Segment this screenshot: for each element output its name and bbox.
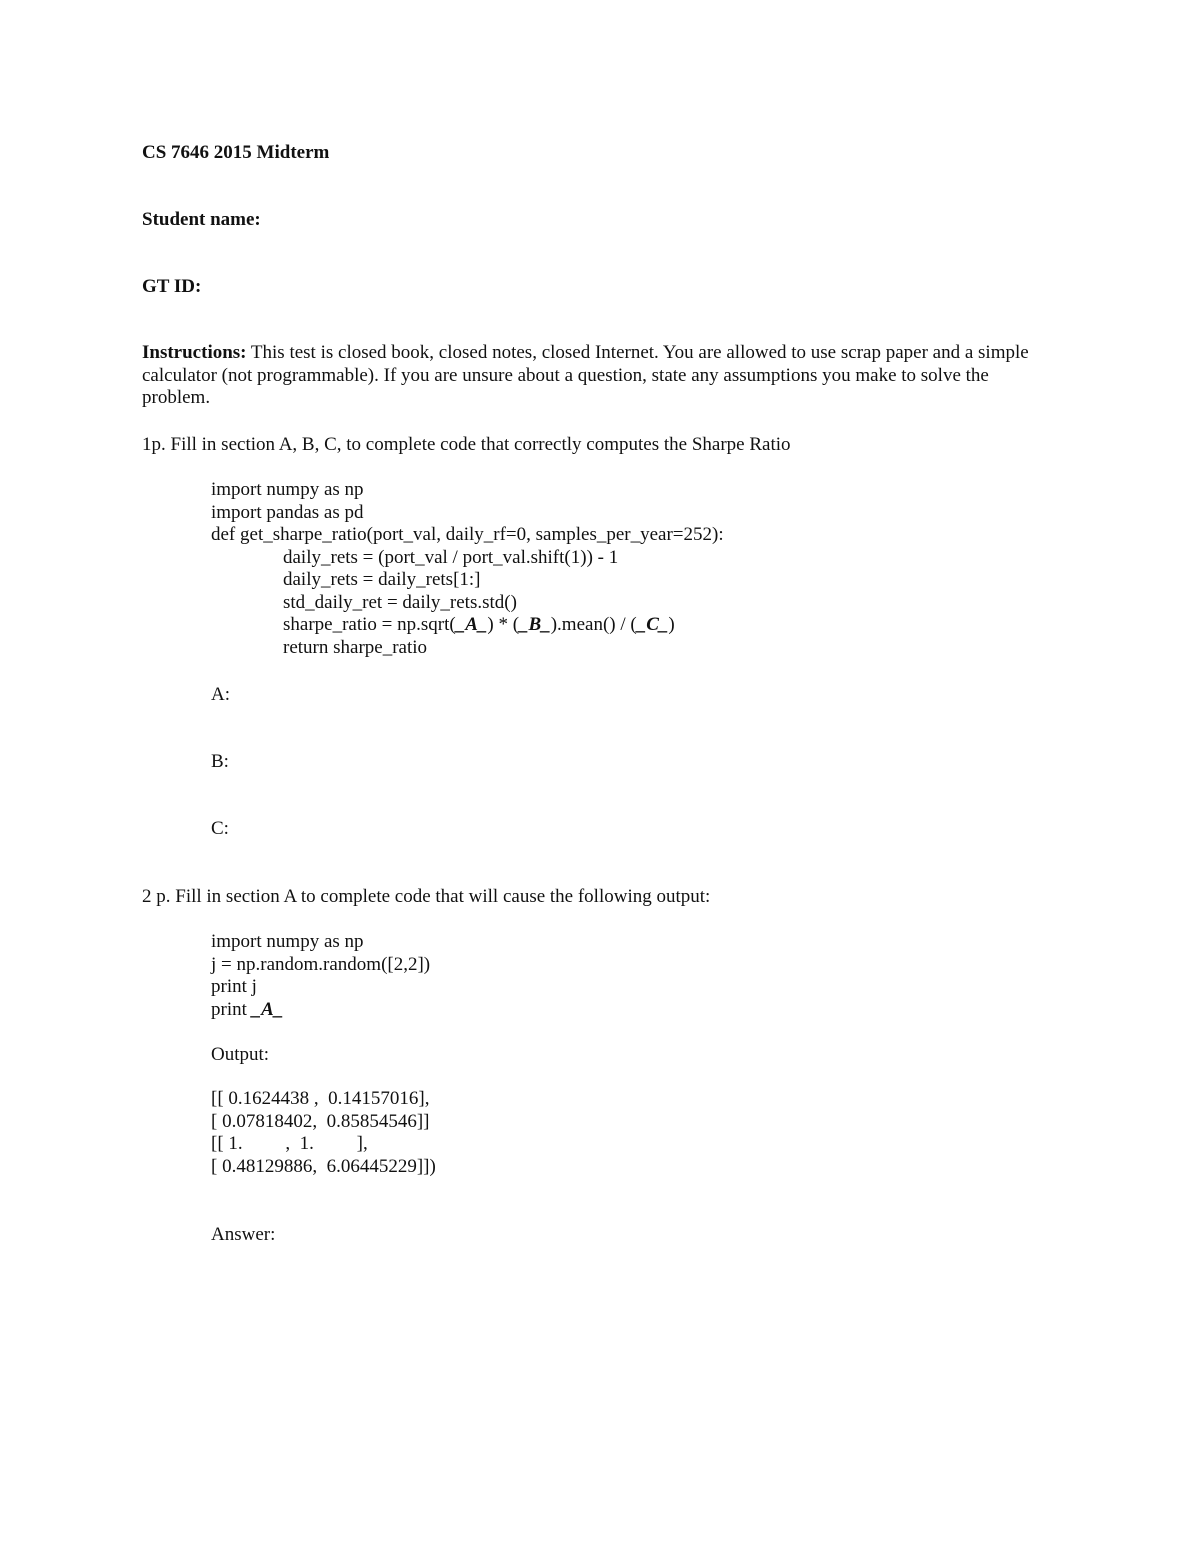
output-block [211,1088,436,1178]
instructions-paragraph [142,342,1057,410]
instructions-text: This test is closed book, closed notes, closed Internet. You are allowed to use scrap paper and a simple calculator (not programmable). If you are unsure about a question, state any assumptions you make to solve the problem. [142,342,1029,408]
output-label: Output: [211,1044,270,1065]
code-fragment: ) [668,614,675,635]
code-line: import pandas as pd [211,501,364,523]
code-line: daily_rets = (port_val / port_val.shift(1)) - 1 [283,546,619,568]
gt-id-label: GT ID: [142,276,202,297]
blank-c: _C_ [636,614,669,635]
output-line: [ 0.48129886, 6.06445229]]) [211,1155,436,1177]
code-fragment: print [211,998,252,1020]
code-line: j = np.random.random([2,2]) [211,953,431,975]
code-line: import numpy as np [211,931,364,952]
page-title: CS 7646 2015 Midterm [142,142,330,163]
code-line: daily_rets = daily_rets[1:] [283,569,481,590]
blank-b: _B_ [519,614,551,635]
question-2-prompt: 2 p. Fill in section A to complete code that will cause the following output: [142,886,711,907]
answer-b-label: B: [211,751,229,772]
code-fragment: sharpe_ratio = np.sqrt( [283,614,456,635]
code-fragment: ) * ( [487,614,520,635]
code-fragment: ).mean() / ( [550,614,637,635]
code-line: import numpy as np [211,479,364,500]
output-line: [[ 0.1624438 , 0.14157016], [211,1088,430,1109]
code-line: std_daily_ret = daily_rets.std() [283,591,517,613]
answer-label: Answer: [211,1224,276,1245]
blank-a: _A_ [455,614,488,635]
answer-a-label: A: [211,684,230,705]
question-2-code [211,931,430,1021]
output-line: [[ 1. , 1. ], [211,1133,368,1154]
sharpe-ratio-line [211,614,724,637]
code-line: return sharpe_ratio [283,636,428,658]
code-line: def get_sharpe_ratio(port_val, daily_rf=0, samples_per_year=252): [211,524,724,545]
print-a-line [211,999,430,1022]
instructions-label: Instructions: [142,342,247,363]
answer-c-label: C: [211,818,229,839]
question-1-code [211,479,724,659]
blank-a: _A_ [251,998,284,1020]
output-line: [ 0.07818402, 0.85854546]] [211,1110,430,1132]
student-name-label: Student name: [142,209,261,230]
question-1-prompt: 1p. Fill in section A, B, C, to complete code that correctly computes the Sharpe Ratio [142,434,791,455]
code-line: print j [211,976,257,997]
